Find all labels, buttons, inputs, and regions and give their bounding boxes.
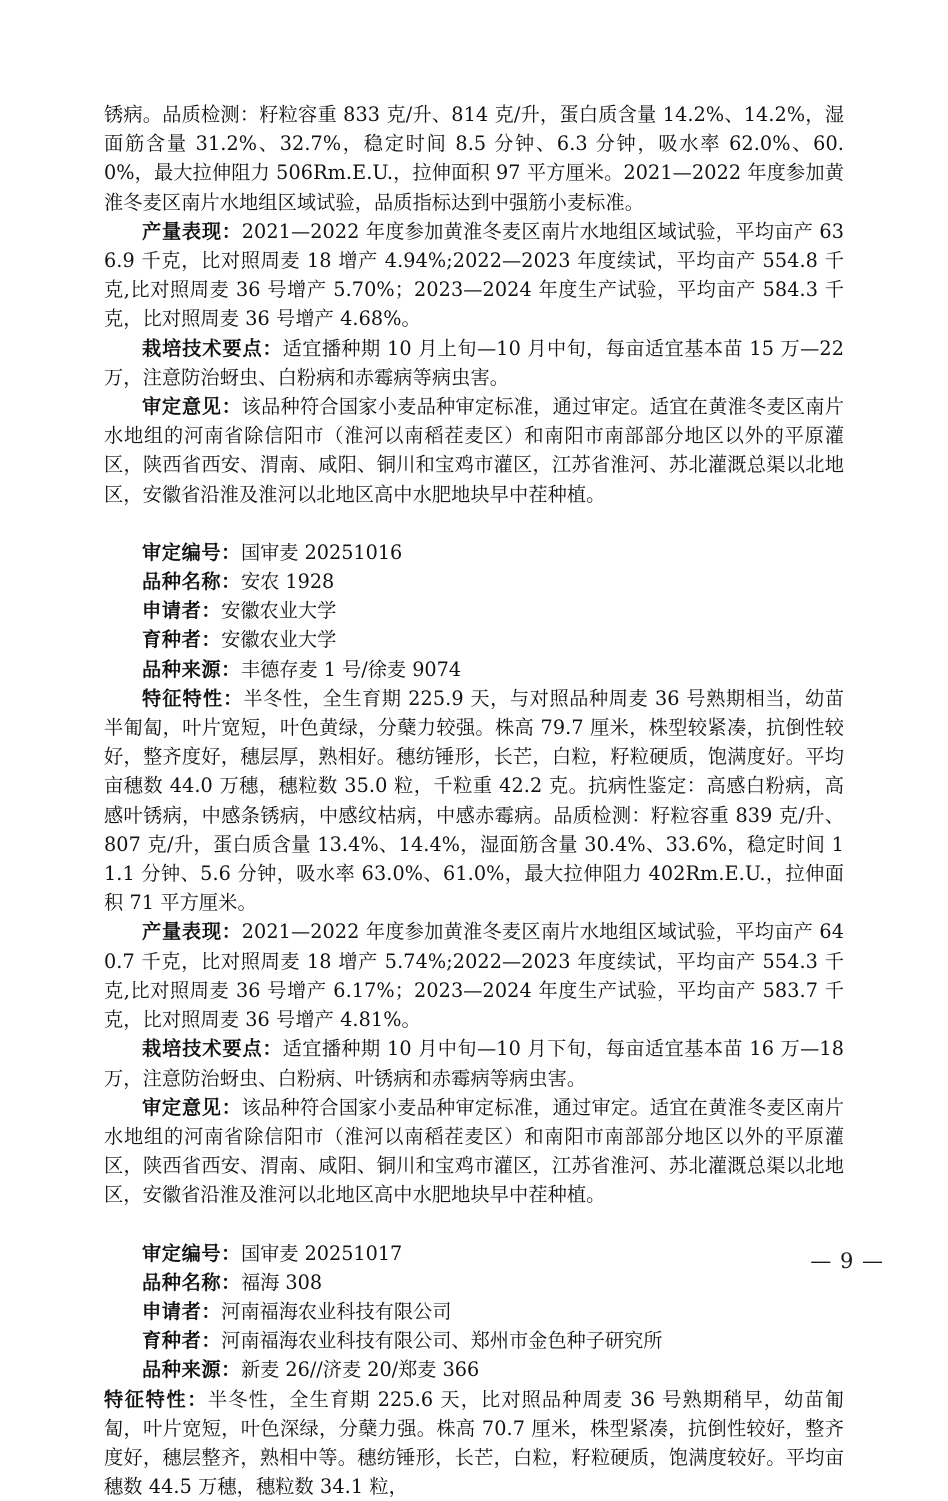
- entry2-cultivation-label: 栽培技术要点：: [142, 1037, 283, 1061]
- entry3-label-applicant: 申请者：: [142, 1299, 222, 1323]
- entry2-label-applicant: 申请者：: [142, 599, 222, 623]
- continued-yield-label: 产量表现：: [142, 219, 242, 243]
- entry2-traits-text: 半冬性，全生育期 225.9 天，与对照品种周麦 36 号熟期相当，幼苗半匍匐，叶片宽短，叶色黄绿，分蘖力较强。株高 79.7 厘米，株型较紧凑，抗倒性较好，整齐度好，穗层厚，熟相好。穗纺锤形，长芒，白粒，籽粒硬质，饱满度好。平均亩穗数 44.0 万穗，穗粒数 35.0 粒，千粒重 42.2 克。抗病性鉴定：高感白粉病，高感叶锈病，中感条锈病，中感纹枯病，中感赤霉病。品质检测：籽粒容重 839 克/升、807 克/升，蛋白质含量 13.4%、14.4%，湿面筋含量 30.4%、33.6%，稳定时间 11.1 分钟、5.6 分钟，吸水率 63.0%、61.0%，最大拉伸阻力 402Rm.E.U.，拉伸面积 71 平方厘米。: [104, 686, 845, 915]
- entry2-label-origin: 品种来源：: [142, 657, 241, 681]
- continued-cultivation-paragraph: [104, 334, 844, 392]
- entry2-yield-text: 2021—2022 年度参加黄淮冬麦区南片水地组区域试验，平均亩产 640.7 千克，比对照周麦 18 增产 5.74%;2022—2023 年度续试，平均亩产 554.3 千克,比对照周麦 36 号增产 6.17%；2023—2024 年度生产试验，平均亩产 583.7 千克，比对照周麦 36 号增产 4.81%。: [104, 920, 844, 1032]
- entry2-value-applicant: 安徽农业大学: [221, 599, 337, 623]
- continued-quality-paragraph: 锈病。品质检测：籽粒容重 833 克/升、814 克/升，蛋白质含量 14.2%、14.2%，湿面筋含量 31.2%、32.7%，稳定时间 8.5 分钟、6.3 分钟，吸水率 62.0%、60.0%，最大拉伸阻力 506Rm.E.U.，拉伸面积 97 平方厘米。2021—2022 年度参加黄淮冬麦区南片水地组区域试验，品质指标达到中强筋小麦标准。: [104, 103, 844, 214]
- continued-cultivation-text: 适宜播种期 10 月上旬—10 月中旬，每亩适宜基本苗 15 万—22 万，注意防治蚜虫、白粉病和赤霉病等病虫害。: [104, 336, 845, 389]
- entry3-value-approval-number: 国审麦 20251017: [240, 1241, 403, 1265]
- entry2-opinion-label: 审定意见：: [142, 1095, 242, 1119]
- entry2-value-variety-name: 安农 1928: [240, 570, 335, 594]
- entry3-traits-label: 特征特性：: [104, 1387, 209, 1411]
- page-number: — 9 —: [810, 1249, 884, 1273]
- continued-opinion-label: 审定意见：: [142, 395, 242, 419]
- entry2-value-approval-number: 国审麦 20251016: [240, 540, 403, 564]
- continued-opinion-paragraph: [104, 392, 844, 509]
- continued-cultivation-label: 栽培技术要点：: [142, 336, 283, 360]
- entry2-label-approval-number: 审定编号：: [142, 540, 241, 564]
- entry3-label-breeder: 育种者：: [142, 1329, 222, 1353]
- entry3-label-variety-name: 品种名称：: [142, 1270, 241, 1294]
- entry3-value-variety-name: 福海 308: [240, 1270, 323, 1294]
- entry2-traits-paragraph: [104, 684, 844, 918]
- entry3-value-breeder: 河南福海农业科技有限公司、郑州市金色种子研究所: [221, 1329, 663, 1353]
- entry3-traits-paragraph: [104, 1385, 844, 1501]
- entry3-field-breeder: [104, 1326, 844, 1355]
- entry2-value-breeder: 安徽农业大学: [221, 628, 337, 652]
- entry2-label-breeder: 育种者：: [142, 628, 222, 652]
- continued-yield-paragraph: [104, 217, 844, 334]
- entry3-field-origin: [104, 1355, 844, 1384]
- entry2-opinion-paragraph: [104, 1093, 844, 1210]
- entry2-cultivation-text: 适宜播种期 10 月中旬—10 月下旬，每亩适宜基本苗 16 万—18 万，注意防治蚜虫、白粉病、叶锈病和赤霉病等病虫害。: [104, 1037, 845, 1090]
- page-content: [104, 100, 844, 1501]
- continued-yield-text: 2021—2022 年度参加黄淮冬麦区南片水地组区域试验，平均亩产 636.9 千克，比对照周麦 18 增产 4.94%;2022—2023 年度续试，平均亩产 554.8 千克,比对照周麦 36 号增产 5.70%；2023—2024 年度生产试验，平均亩产 584.3 千克，比对照周麦 36 号增产 4.68%。: [104, 219, 844, 331]
- entry2-label-variety-name: 品种名称：: [142, 570, 241, 594]
- entry2-yield-label: 产量表现：: [142, 920, 242, 944]
- entry3-label-approval-number: 审定编号：: [142, 1241, 241, 1265]
- entry3-traits-text: 半冬性，全生育期 225.6 天，比对照品种周麦 36 号熟期稍早，幼苗匍匐，叶片宽短，叶色深绿，分蘖力强。株高 70.7 厘米，株型紧凑，抗倒性较好，整齐度好，穗层整齐，熟相中等。穗纺锤形，长芒，白粒，籽粒硬质，饱满度较好。平均亩穗数 44.5 万穗，穗粒数 34.1 粒，: [104, 1387, 844, 1499]
- entry-separator-2: [104, 1210, 844, 1239]
- entry-separator: [104, 509, 844, 538]
- entry2-field-variety-name: [104, 567, 844, 596]
- entry2-opinion-text: 该品种符合国家小麦品种审定标准，通过审定。适宜在黄淮冬麦区南片水地组的河南省除信阳市（淮河以南稻茬麦区）和南阳市南部部分地区以外的平原灌区，陕西省西安、渭南、咸阳、铜川和宝鸡市灌区，江苏省淮河、苏北灌溉总渠以北地区，安徽省沿淮及淮河以北地区高中水肥地块早中茬种植。: [104, 1095, 844, 1207]
- entry2-field-applicant: [104, 596, 844, 625]
- entry2-traits-label: 特征特性：: [142, 686, 244, 710]
- entry3-value-origin: 新麦 26//济麦 20/郑麦 366: [240, 1358, 480, 1382]
- entry3-value-applicant: 河南福海农业科技有限公司: [221, 1299, 452, 1323]
- entry3-label-origin: 品种来源：: [142, 1358, 241, 1382]
- entry2-field-origin: [104, 655, 844, 684]
- entry2-yield-paragraph: [104, 917, 844, 1034]
- entry2-field-breeder: [104, 625, 844, 654]
- entry2-cultivation-paragraph: [104, 1034, 844, 1092]
- continued-opinion-text: 该品种符合国家小麦品种审定标准，通过审定。适宜在黄淮冬麦区南片水地组的河南省除信阳市（淮河以南稻茬麦区）和南阳市南部部分地区以外的平原灌区，陕西省西安、渭南、咸阳、铜川和宝鸡市灌区，江苏省淮河、苏北灌溉总渠以北地区，安徽省沿淮及淮河以北地区高中水肥地块早中茬种植。: [104, 395, 844, 506]
- entry2-field-approval-number: [104, 538, 844, 567]
- entry2-value-origin: 丰德存麦 1 号/徐麦 9074: [240, 657, 462, 681]
- entry3-field-applicant: [104, 1297, 844, 1326]
